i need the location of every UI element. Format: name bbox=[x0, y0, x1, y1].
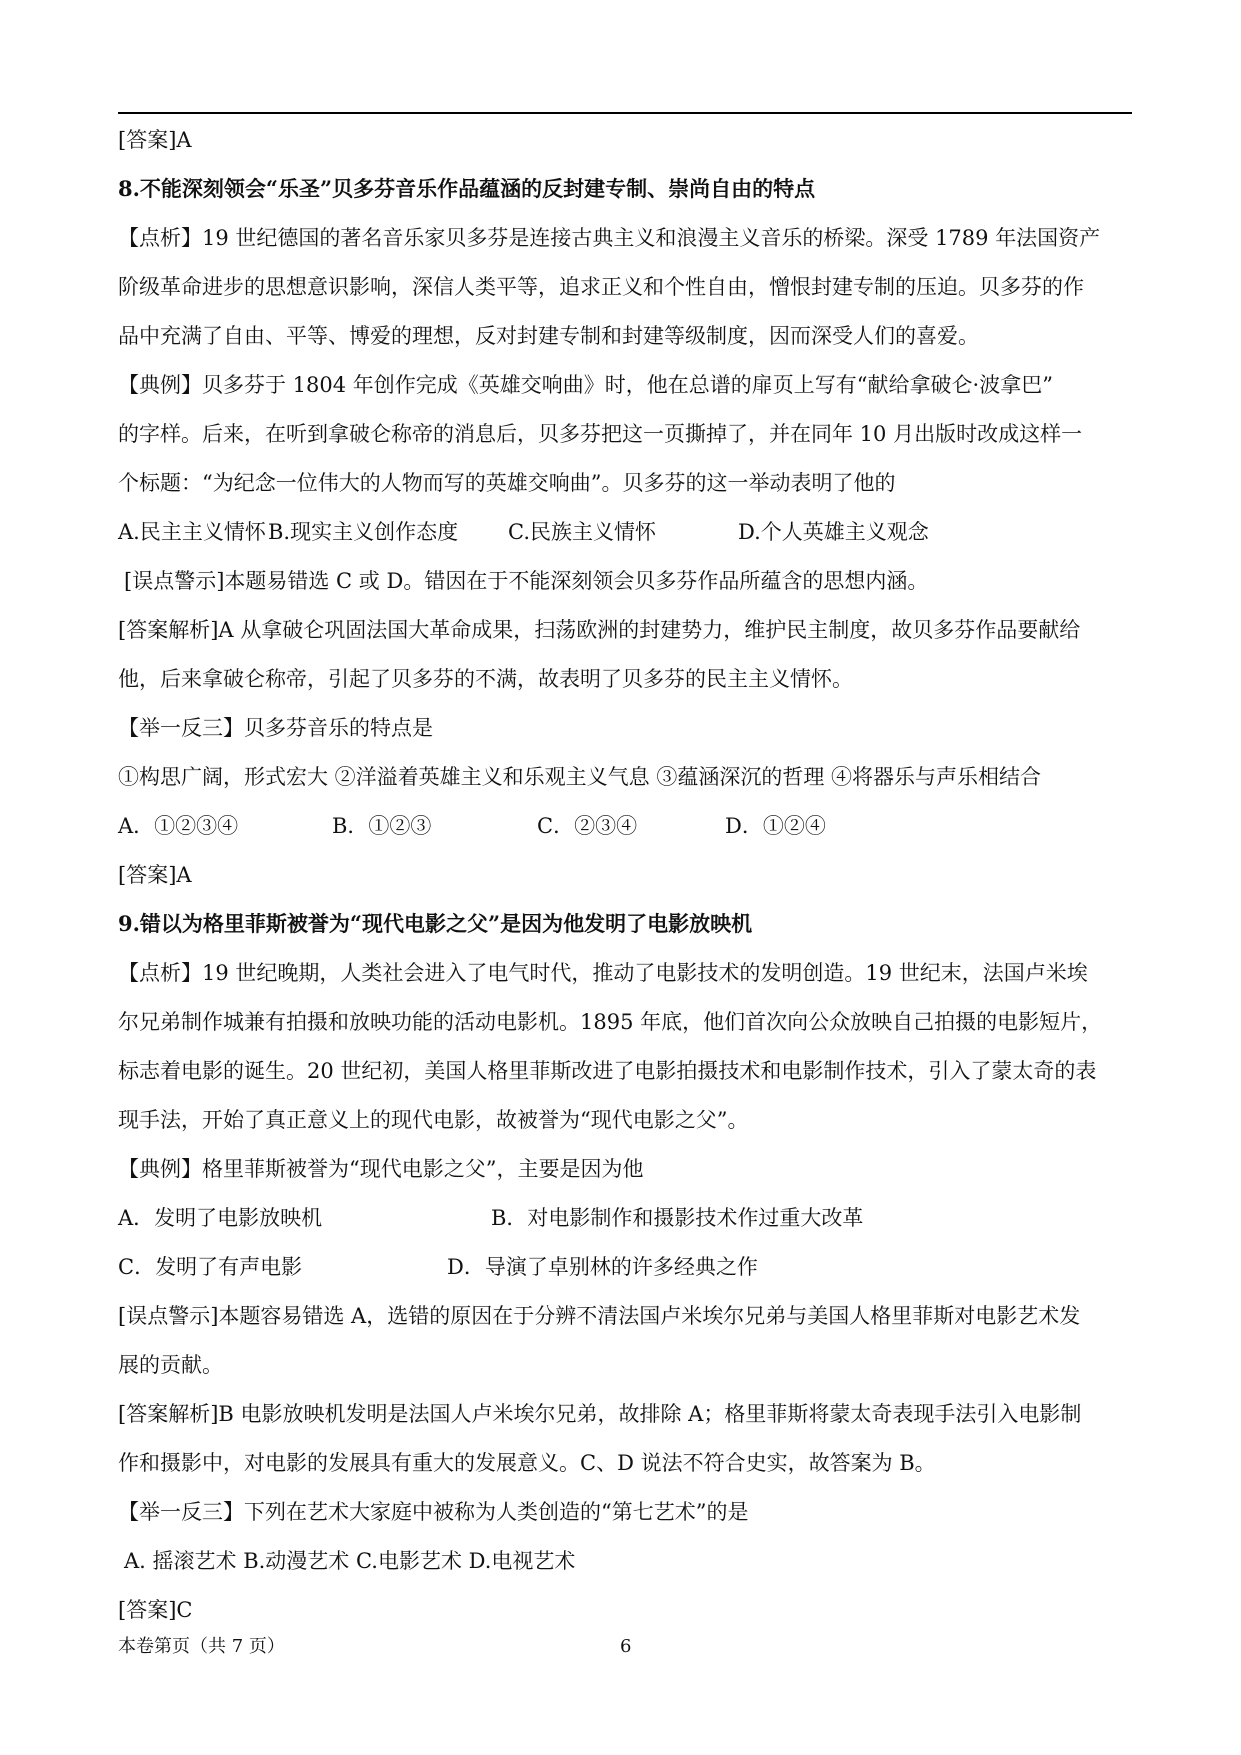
answer-line: [答案]C bbox=[118, 1598, 193, 1622]
statement-options: ①构思广阔，形式宏大 ②洋溢着英雄主义和乐观主义气息 ③蕴涵深沉的哲理 ④将器乐与声乐相结合 bbox=[118, 765, 1042, 789]
analysis-line: 现手法，开始了真正意义上的现代电影，故被誉为“现代电影之父”。 bbox=[118, 1108, 749, 1132]
answer-explanation-line: 作和摄影中，对电影的发展具有重大的发展意义。C、D 说法不符合史实，故答案为 B。 bbox=[118, 1451, 936, 1475]
footer-page-number: 6 bbox=[620, 1636, 632, 1657]
example-line: 【典例】格里菲斯被誉为“现代电影之父”，主要是因为他 bbox=[118, 1157, 644, 1181]
example-line: 的字样。后来，在听到拿破仑称帝的消息后，贝多芬把这一页撕掉了，并在同年 10 月出版时改成这样一 bbox=[118, 422, 1083, 446]
choice-b: B.现实主义创作态度 bbox=[268, 520, 459, 544]
choice-row bbox=[118, 1255, 1132, 1279]
answer-line: [答案]A bbox=[118, 128, 192, 152]
choice-a: A.民主主义情怀 bbox=[118, 520, 266, 544]
answer-explanation-line: 他，后来拿破仑称帝，引起了贝多芬的不满，故表明了贝多芬的民主主义情怀。 bbox=[118, 667, 853, 691]
footer-page-info: 本卷第页（共 7 页） bbox=[118, 1636, 285, 1657]
choice-d: D．导演了卓别林的许多经典之作 bbox=[447, 1255, 758, 1279]
choice-a: A．发明了电影放映机 bbox=[118, 1206, 323, 1230]
choice-row bbox=[118, 814, 1132, 838]
choice-a: A．①②③④ bbox=[118, 814, 239, 838]
answer-explanation-line: [答案解析]B 电影放映机发明是法国人卢米埃尔兄弟，故排除 A；格里菲斯将蒙太奇表现手法引入电影制 bbox=[118, 1402, 1082, 1426]
analysis-line: 【点析】19 世纪晚期，人类社会进入了电气时代，推动了电影技术的发明创造。19 世纪末，法国卢米埃 bbox=[118, 961, 1088, 985]
error-warning-line: [误点警示]本题容易错选 A，选错的原因在于分辨不清法国卢米埃尔兄弟与美国人格里菲斯对电影艺术发 bbox=[118, 1304, 1081, 1328]
example-line: 个标题：“为纪念一位伟大的人物而写的英雄交响曲”。贝多芬的这一举动表明了他的 bbox=[118, 471, 896, 495]
choice-line: A. 摇滚艺术 B.动漫艺术 C.电影艺术 D.电视艺术 bbox=[124, 1549, 576, 1573]
error-warning-line: [误点警示]本题易错选 C 或 D。错因在于不能深刻领会贝多芬作品所蕴含的思想内涵。 bbox=[124, 569, 929, 593]
section-heading-9: 9.错以为格里菲斯被誉为“现代电影之父”是因为他发明了电影放映机 bbox=[118, 911, 753, 936]
extension-question: 【举一反三】下列在艺术大家庭中被称为人类创造的“第七艺术”的是 bbox=[118, 1500, 749, 1524]
section-heading-8: 8.不能深刻领会“乐圣”贝多芬音乐作品蕴涵的反封建专制、崇尚自由的特点 bbox=[118, 176, 816, 201]
analysis-line: 阶级革命进步的思想意识影响，深信人类平等，追求正义和个性自由，憎恨封建专制的压迫。贝多芬的作 bbox=[118, 275, 1084, 299]
analysis-line: 品中充满了自由、平等、博爱的理想，反对封建专制和封建等级制度，因而深受人们的喜爱。 bbox=[118, 324, 979, 348]
analysis-line: 标志着电影的诞生。20 世纪初，美国人格里菲斯改进了电影拍摄技术和电影制作技术，引入了蒙太奇的表 bbox=[118, 1059, 1097, 1083]
extension-question: 【举一反三】贝多芬音乐的特点是 bbox=[118, 716, 433, 740]
page-body bbox=[118, 128, 1132, 1647]
choice-b: B．对电影制作和摄影技术作过重大改革 bbox=[491, 1206, 864, 1230]
answer-line: [答案]A bbox=[118, 863, 192, 887]
analysis-line: 尔兄弟制作城兼有拍摄和放映功能的活动电影机。1895 年底，他们首次向公众放映自己拍摄的电影短片， bbox=[118, 1010, 1103, 1034]
choice-row bbox=[118, 520, 1132, 544]
choice-c: C.民族主义情怀 bbox=[508, 520, 656, 544]
answer-explanation-line: [答案解析]A 从拿破仑巩固法国大革命成果，扫荡欧洲的封建势力，维护民主制度，故贝多芬作品要献给 bbox=[118, 618, 1081, 642]
error-warning-line: 展的贡献。 bbox=[118, 1353, 223, 1377]
choice-b: B．①②③ bbox=[332, 814, 432, 838]
header-rule bbox=[118, 112, 1132, 114]
choice-d: D．①②④ bbox=[725, 814, 826, 838]
analysis-line: 【点析】19 世纪德国的著名音乐家贝多芬是连接古典主义和浪漫主义音乐的桥梁。深受 1789 年法国资产 bbox=[118, 226, 1101, 250]
example-line: 【典例】贝多芬于 1804 年创作完成《英雄交响曲》时，他在总谱的扉页上写有“献给拿破仑·波拿巴” bbox=[118, 373, 1053, 397]
choice-c: C．②③④ bbox=[537, 814, 638, 838]
choice-d: D.个人英雄主义观念 bbox=[738, 520, 929, 544]
choice-c: C．发明了有声电影 bbox=[118, 1255, 303, 1279]
choice-row bbox=[118, 1206, 1132, 1230]
